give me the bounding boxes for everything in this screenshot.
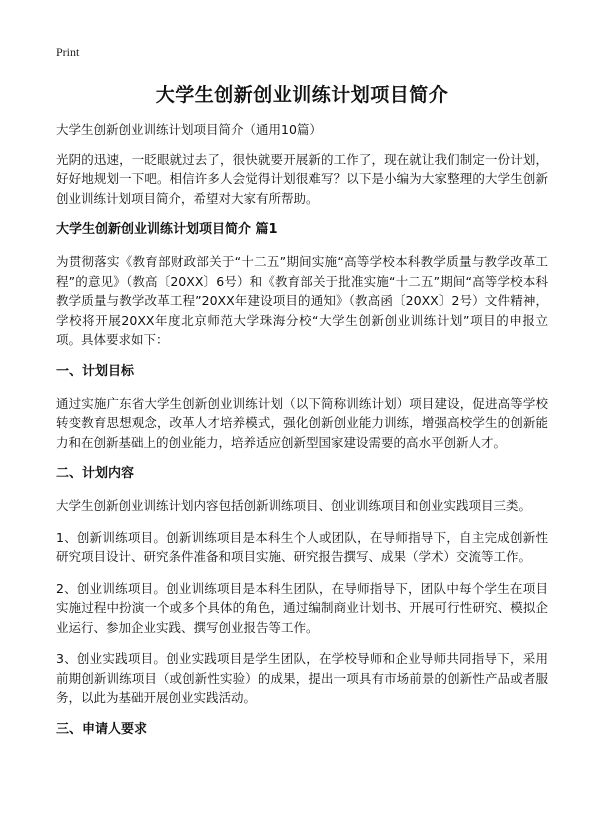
page-title: 大学生创新创业训练计划项目简介 bbox=[155, 84, 449, 106]
print-link[interactable]: Print bbox=[56, 45, 80, 59]
section-title: 大学生创新创业训练计划项目简介 篇1 bbox=[56, 222, 278, 237]
intro-paragraph: 光阴的迅速，一眨眼就过去了，很快就要开展新的工作了，现在就让我们制定一份计划，好好地规划一下吧。相信许多人会觉得计划很难写？以下是小编为大家整理的大学生创新创业训练计划项目简介，希望对大家有所帮助。 bbox=[56, 151, 548, 206]
plan-goal-paragraph: 通过实施广东省大学生创新创业训练计划（以下简称训练计划）项目建设，促进高等学校转变教育思想观念，改革人才培养模式，强化创新创业能力训练，增强高校学生的创新能力和在创新基础上的创业能力，培养适应创新型国家建设需要的高水平创新人才。 bbox=[56, 395, 548, 450]
heading-plan-goal: 一、计划目标 bbox=[56, 363, 135, 379]
list-item-entrepreneurship-practice: 3、创业实践项目。创业实践项目是学生团队，在学校导师和企业导师共同指导下，采用前期创新训练项目（或创新性实验）的成果，提出一项具有市场前景的创新性产品或者服务，以此为基础开展创业实践活动。 bbox=[56, 651, 548, 705]
heading-applicant-requirements: 三、申请人要求 bbox=[56, 721, 148, 737]
list-item-innovation-training: 1、创新训练项目。创新训练项目是本科生个人或团队，在导师指导下，自主完成创新性研究项目设计、研究条件准备和项目实施、研究报告撰写、成果（学术）交流等工作。 bbox=[56, 529, 548, 564]
heading-plan-content: 二、计划内容 bbox=[56, 466, 135, 481]
section-intro-paragraph: 为贯彻落实《教育部财政部关于“十二五”期间实施“高等学校本科教学质量与教学改革工程”的意见》（教高〔20XX〕6号）和《教育部关于批准实施“十二五”期间“高等学校本科教学质量与教学改革工程”20XX年建设项目的通知》（教高函〔20XX〕2号）文件精神，学校将开展20XX年度北京师范大学珠海分校“大学生创新创业训练计划”项目的申报立项。具体要求如下： bbox=[56, 254, 548, 347]
document-subtitle: 大学生创新创业训练计划项目简介（通用10篇） bbox=[56, 122, 322, 137]
list-item-entrepreneurship-training: 2、创业训练项目。创业训练项目是本科生团队，在导师指导下，团队中每个学生在项目实施过程中扮演一个或多个具体的角色，通过编制商业计划书、开展可行性研究、模拟企业运行、参加企业实践、撰写创业报告等工作。 bbox=[56, 580, 548, 635]
plan-content-paragraph: 大学生创新创业训练计划内容包括创新训练项目、创业训练项目和创业实践项目三类。 bbox=[56, 498, 532, 513]
